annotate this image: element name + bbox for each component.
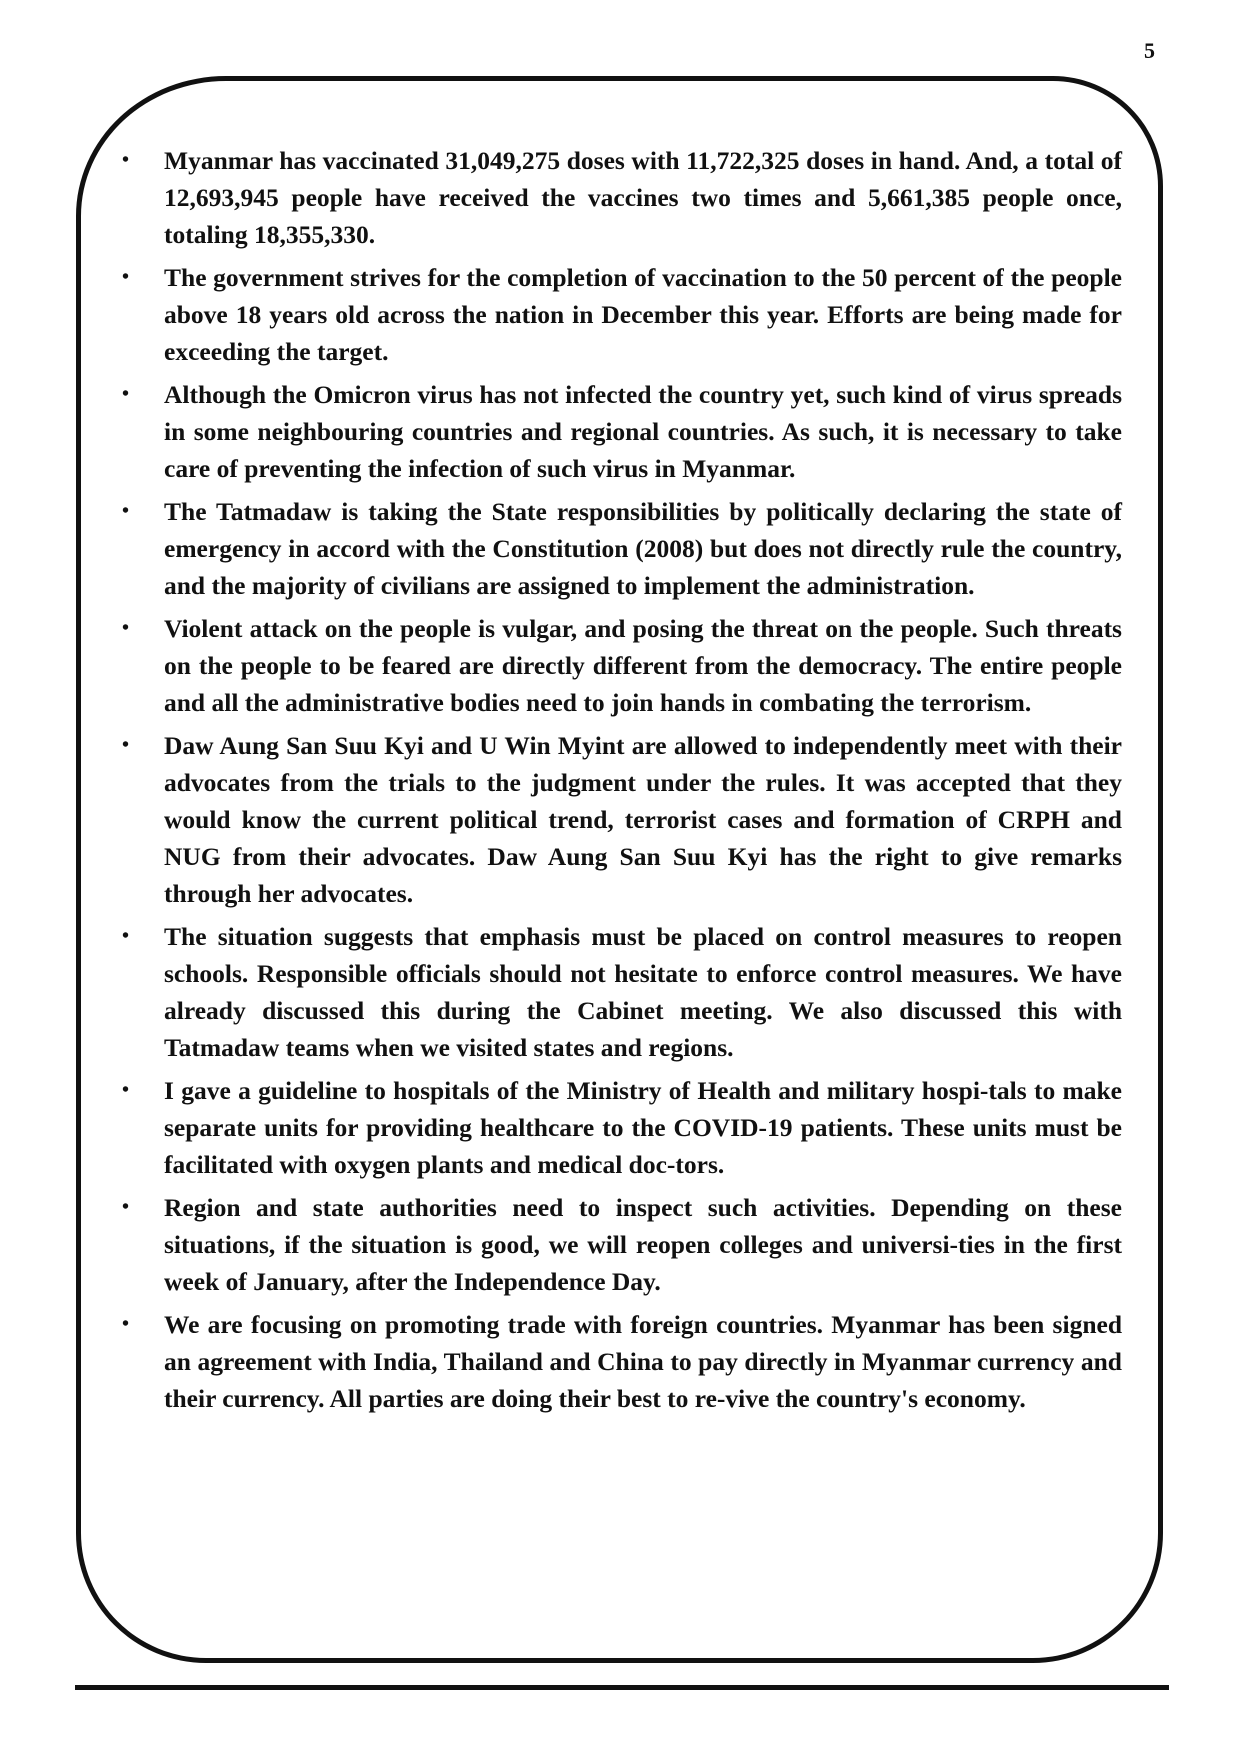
bullet-icon: • (122, 383, 130, 405)
bullet-icon: • (122, 734, 130, 756)
list-item-text: Violent attack on the people is vulgar, and posing the threat on the people. Such threats on the people to be feared are directly different from the democracy. The entire people and all the administrative bodies need to join hands in combating the terrorism. (164, 614, 1122, 717)
list-item-text: The Tatmadaw is taking the State responsibilities by politically declaring the state of emergency in accord with the Constitution (2008) but does not directly rule the country, and the majority of civilians are assigned to implement the administration. (164, 497, 1122, 600)
bullet-icon: • (122, 500, 130, 522)
list-item-text: The government strives for the completion of vaccination to the 50 percent of the people above 18 years old across the nation in December this year. Efforts are being made for exceeding the target. (164, 263, 1122, 366)
bullet-list (122, 142, 1122, 1417)
list-item-text: The situation suggests that emphasis must be placed on control measures to reopen schools. Responsible officials should not hesitate to enforce control measures. We have already discussed this during the Cabinet meeting. We also discussed this with Tatmadaw teams when we visited states and regions. (164, 922, 1122, 1062)
bullet-icon: • (122, 617, 130, 639)
bullet-icon: • (122, 1196, 130, 1218)
bullet-icon: • (122, 266, 130, 288)
list-item (122, 142, 1122, 253)
list-item (122, 918, 1122, 1066)
list-item (122, 376, 1122, 487)
list-item (122, 610, 1122, 721)
list-item (122, 727, 1122, 912)
list-item-text: Myanmar has vaccinated 31,049,275 doses with 11,722,325 doses in hand. And, a total of 12,693,945 people have received the vaccines two times and 5,661,385 people once, totaling 18,355,330. (164, 146, 1122, 249)
list-item (122, 1072, 1122, 1183)
bottom-rule (75, 1685, 1169, 1690)
bullet-icon: • (122, 1313, 130, 1335)
list-item (122, 493, 1122, 604)
bullet-icon: • (122, 925, 130, 947)
bullet-icon: • (122, 1079, 130, 1101)
list-item-text: Although the Omicron virus has not infected the country yet, such kind of virus spreads in some neighbouring countries and regional countries. As such, it is necessary to take care of preventing the infection of such virus in Myanmar. (164, 380, 1122, 483)
content-area (122, 142, 1122, 1423)
bullet-icon: • (122, 149, 130, 171)
list-item-text: Region and state authorities need to inspect such activities. Depending on these situations, if the situation is good, we will reopen colleges and universi-ties in the first week of January, after the Independence Day. (164, 1193, 1122, 1296)
list-item (122, 259, 1122, 370)
list-item (122, 1306, 1122, 1417)
list-item (122, 1189, 1122, 1300)
list-item-text: We are focusing on promoting trade with foreign countries. Myanmar has been signed an agreement with India, Thailand and China to pay directly in Myanmar currency and their currency. All parties are doing their best to re-vive the country's economy. (164, 1310, 1122, 1413)
list-item-text: I gave a guideline to hospitals of the Ministry of Health and military hospi-tals to make separate units for providing healthcare to the COVID-19 patients. These units must be facilitated with oxygen plants and medical doc-tors. (164, 1076, 1122, 1179)
list-item-text: Daw Aung San Suu Kyi and U Win Myint are allowed to independently meet with their advocates from the trials to the judgment under the rules. It was accepted that they would know the current political trend, terrorist cases and formation of CRPH and NUG from their advocates. Daw Aung San Suu Kyi has the right to give remarks through her advocates. (164, 731, 1122, 908)
page-number: 5 (1144, 38, 1155, 63)
